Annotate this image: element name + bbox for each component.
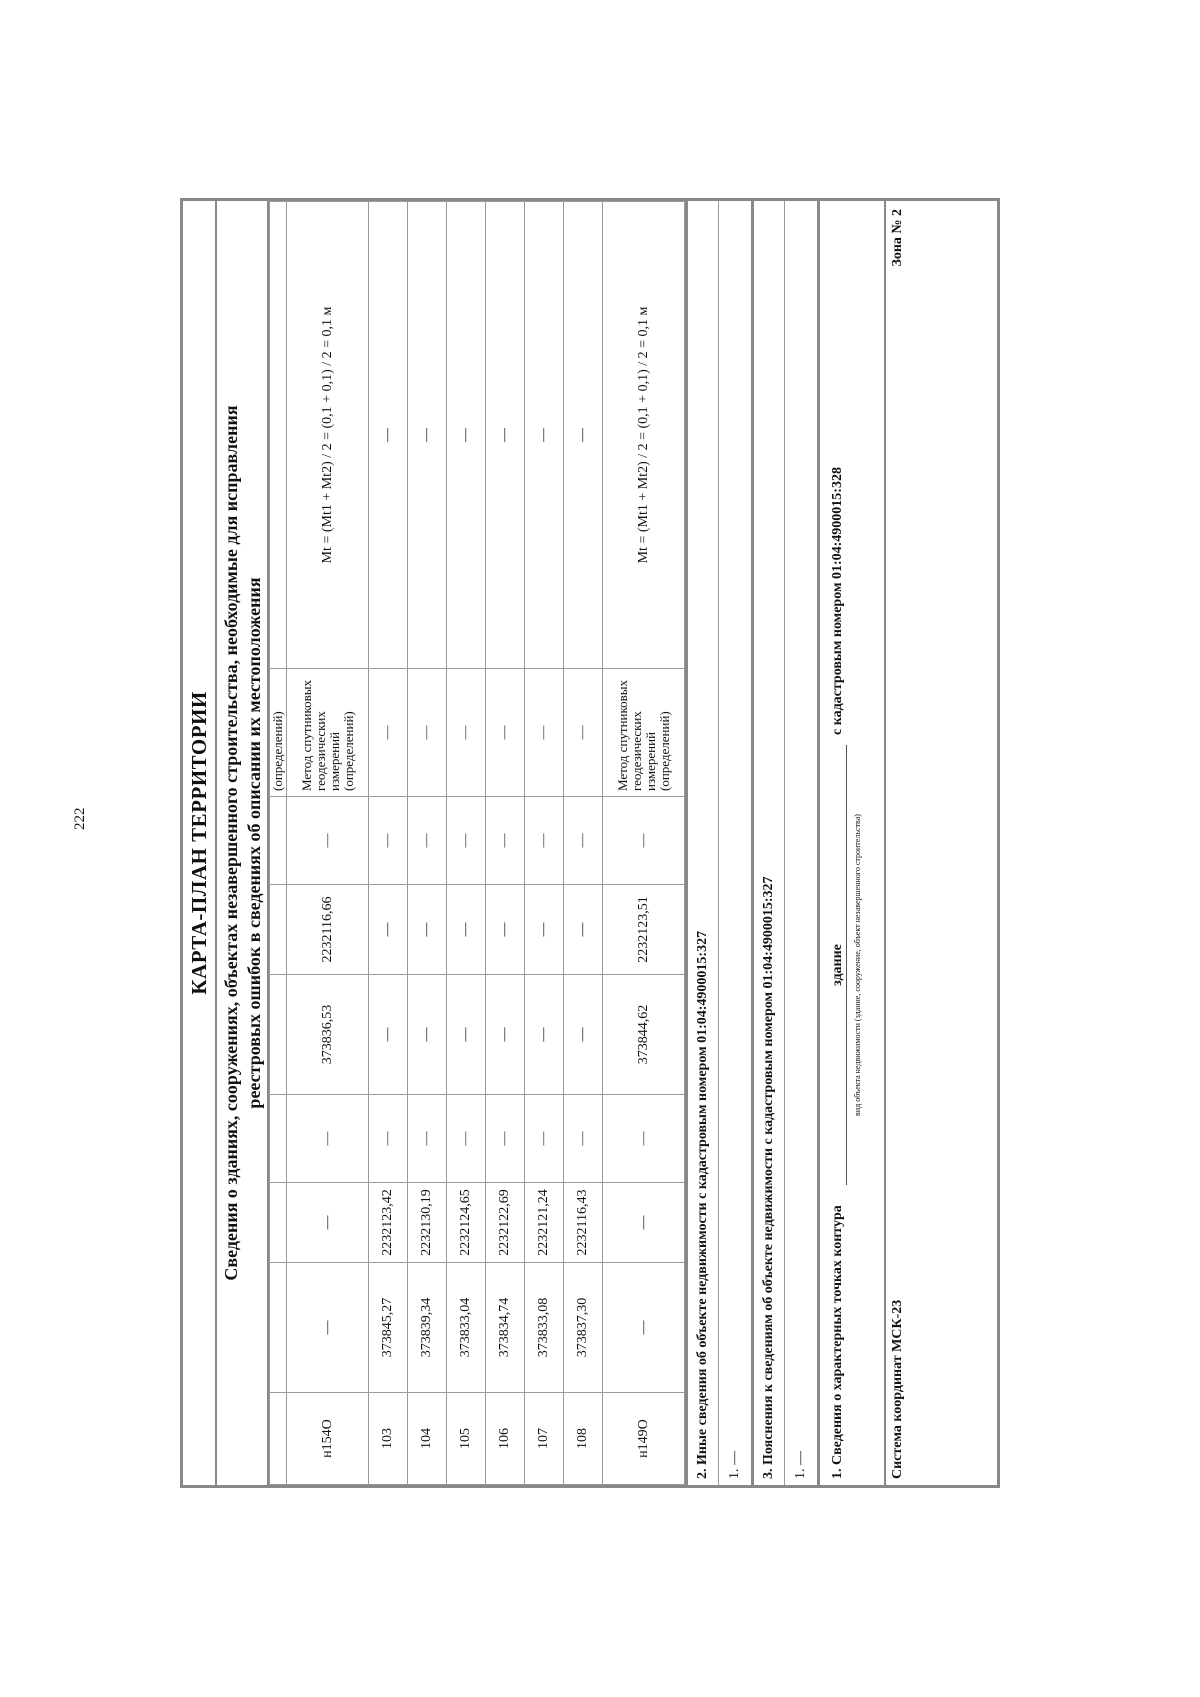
table-cell-method: Метод спутниковых геодезических измерений (определений) — [287, 669, 369, 797]
table-cell-r1: — — [287, 1095, 369, 1183]
table-row — [369, 202, 408, 1485]
table-cell-r2: — — [603, 797, 685, 885]
table-row — [408, 202, 447, 1485]
table-cell-x1: 373833,08 — [525, 1263, 564, 1393]
table-cell-x1: 373837,30 — [564, 1263, 603, 1393]
table-cell-formula: Mt = (Mt1 + Mt2) / 2 = (0,1 + 0,1) / 2 = 0,1 м — [287, 202, 369, 669]
object-kind: здание — [830, 745, 847, 1185]
table-cell-r2: — — [408, 797, 447, 885]
table-cell-name: н149О — [603, 1393, 685, 1485]
table-cell-y2: — — [408, 885, 447, 975]
table-cell-formula: — — [447, 202, 486, 669]
table-cell-x1: 373839,34 — [408, 1263, 447, 1393]
table-cell-r1: — — [486, 1095, 525, 1183]
page-subtitle — [217, 201, 269, 1485]
table-cell-r1: — — [525, 1095, 564, 1183]
table-cell: (определений) — [270, 669, 287, 797]
table-cell-r1: — — [564, 1095, 603, 1183]
section-other-info — [685, 201, 751, 1485]
table-cell-method: — — [525, 669, 564, 797]
table-cell-y1: 2232130,19 — [408, 1183, 447, 1263]
table-row — [525, 202, 564, 1485]
table-cell-name: 103 — [369, 1393, 408, 1485]
table-cell-formula: Mt = (Mt1 + Mt2) / 2 = (0,1 + 0,1) / 2 = 0,1 м — [603, 202, 685, 669]
table-cell-x2: — — [408, 975, 447, 1095]
section-title: 3. Пояснения к сведениям об объекте недвижимости с кадастровым номером 01:04:4900015:327 — [754, 201, 785, 1485]
table-row — [287, 202, 369, 1485]
table-cell-formula: — — [486, 202, 525, 669]
table-cell-formula: — — [564, 202, 603, 669]
table-cell-formula: — — [369, 202, 408, 669]
table-cell-r2: — — [486, 797, 525, 885]
coordinate-system: Система координат МСК-23 — [890, 1299, 905, 1479]
table-cell-r2: — — [564, 797, 603, 885]
object-kind-hint: вид объекта недвижимости (здание, сооружение, объект незавершенного строительства) — [853, 814, 862, 1116]
cadastral-map-sheet — [180, 198, 1000, 1488]
table-row — [564, 202, 603, 1485]
table-cell-y1: — — [287, 1183, 369, 1263]
contour-points-header — [817, 201, 884, 1485]
table-cell-x1: 373845,27 — [369, 1263, 408, 1393]
table-cell-method: — — [486, 669, 525, 797]
table-cell-name: 104 — [408, 1393, 447, 1485]
subtitle-line-1: Сведения о зданиях, сооружениях, объектах незавершенного строительства, необходимые для исправления — [221, 405, 241, 1281]
table-row — [486, 202, 525, 1485]
table-cell-y2: — — [486, 885, 525, 975]
table-row — [447, 202, 486, 1485]
table-cell-method: — — [564, 669, 603, 797]
page-number: 222 — [72, 807, 88, 830]
cadastral-number: с кадастровым номером 01:04:4900015:328 — [830, 467, 845, 735]
table-cell-x2: — — [447, 975, 486, 1095]
points-table — [269, 201, 685, 1485]
contour-label: 1. Сведения о характерных точках контура — [830, 1205, 845, 1479]
table-cell-name: 106 — [486, 1393, 525, 1485]
table-cell-y1: — — [603, 1183, 685, 1263]
table-cell-r1: — — [603, 1095, 685, 1183]
table-cell-y2: — — [564, 885, 603, 975]
table-cell-name: 107 — [525, 1393, 564, 1485]
table-cell-y1: 2232121,24 — [525, 1183, 564, 1263]
table-cell-y2: — — [447, 885, 486, 975]
table-row-partial — [270, 202, 287, 1485]
table-cell-x1: — — [287, 1263, 369, 1393]
table-cell-y2: 2232116,66 — [287, 885, 369, 975]
table-cell-method: — — [447, 669, 486, 797]
table-cell-y1: 2232123,42 — [369, 1183, 408, 1263]
table-cell-name: 105 — [447, 1393, 486, 1485]
table-cell-x2: — — [369, 975, 408, 1095]
table-cell-y2: 2232123,51 — [603, 885, 685, 975]
table-cell-r2: — — [287, 797, 369, 885]
table-cell-name: 108 — [564, 1393, 603, 1485]
table-cell-method: — — [408, 669, 447, 797]
table-cell-x2: — — [525, 975, 564, 1095]
table-cell-x2: 373844,62 — [603, 975, 685, 1095]
table-cell-x2: — — [564, 975, 603, 1095]
table-cell-y1: 2232124,65 — [447, 1183, 486, 1263]
table-cell-x1: 373833,04 — [447, 1263, 486, 1393]
table-cell-r1: — — [408, 1095, 447, 1183]
table-cell-formula: — — [525, 202, 564, 669]
table-cell-x2: 373836,53 — [287, 975, 369, 1095]
table-cell-y1: 2232116,43 — [564, 1183, 603, 1263]
subtitle-line-2: реестровых ошибок в сведениях об описании их местоположения — [244, 577, 264, 1109]
table-cell-formula: — — [408, 202, 447, 669]
table-cell-method: — — [369, 669, 408, 797]
section-title: 2. Иные сведения об объекте недвижимости с кадастровым номером 01:04:4900015:327 — [688, 201, 719, 1485]
table-cell-y2: — — [525, 885, 564, 975]
footer — [884, 201, 912, 1485]
table-cell-x2: — — [486, 975, 525, 1095]
table-cell-x1: — — [603, 1263, 685, 1393]
table-cell-y2: — — [369, 885, 408, 975]
section-explanations — [751, 201, 817, 1485]
table-cell-y1: 2232122,69 — [486, 1183, 525, 1263]
table-cell-name: н154О — [287, 1393, 369, 1485]
table-cell-method: Метод спутниковых геодезических измерений (определений) — [603, 669, 685, 797]
section-item: 1. — — [727, 1451, 742, 1479]
table-cell-r1: — — [369, 1095, 408, 1183]
zone-number: Зона № 2 — [890, 209, 905, 267]
section-item: 1. — — [793, 1451, 808, 1479]
table-cell-x1: 373834,74 — [486, 1263, 525, 1393]
table-row — [603, 202, 685, 1485]
table-cell-r2: — — [447, 797, 486, 885]
table-cell-r2: — — [369, 797, 408, 885]
page-title: КАРТА-ПЛАН ТЕРРИТОРИИ — [183, 201, 217, 1485]
table-cell-r1: — — [447, 1095, 486, 1183]
table-cell-r2: — — [525, 797, 564, 885]
